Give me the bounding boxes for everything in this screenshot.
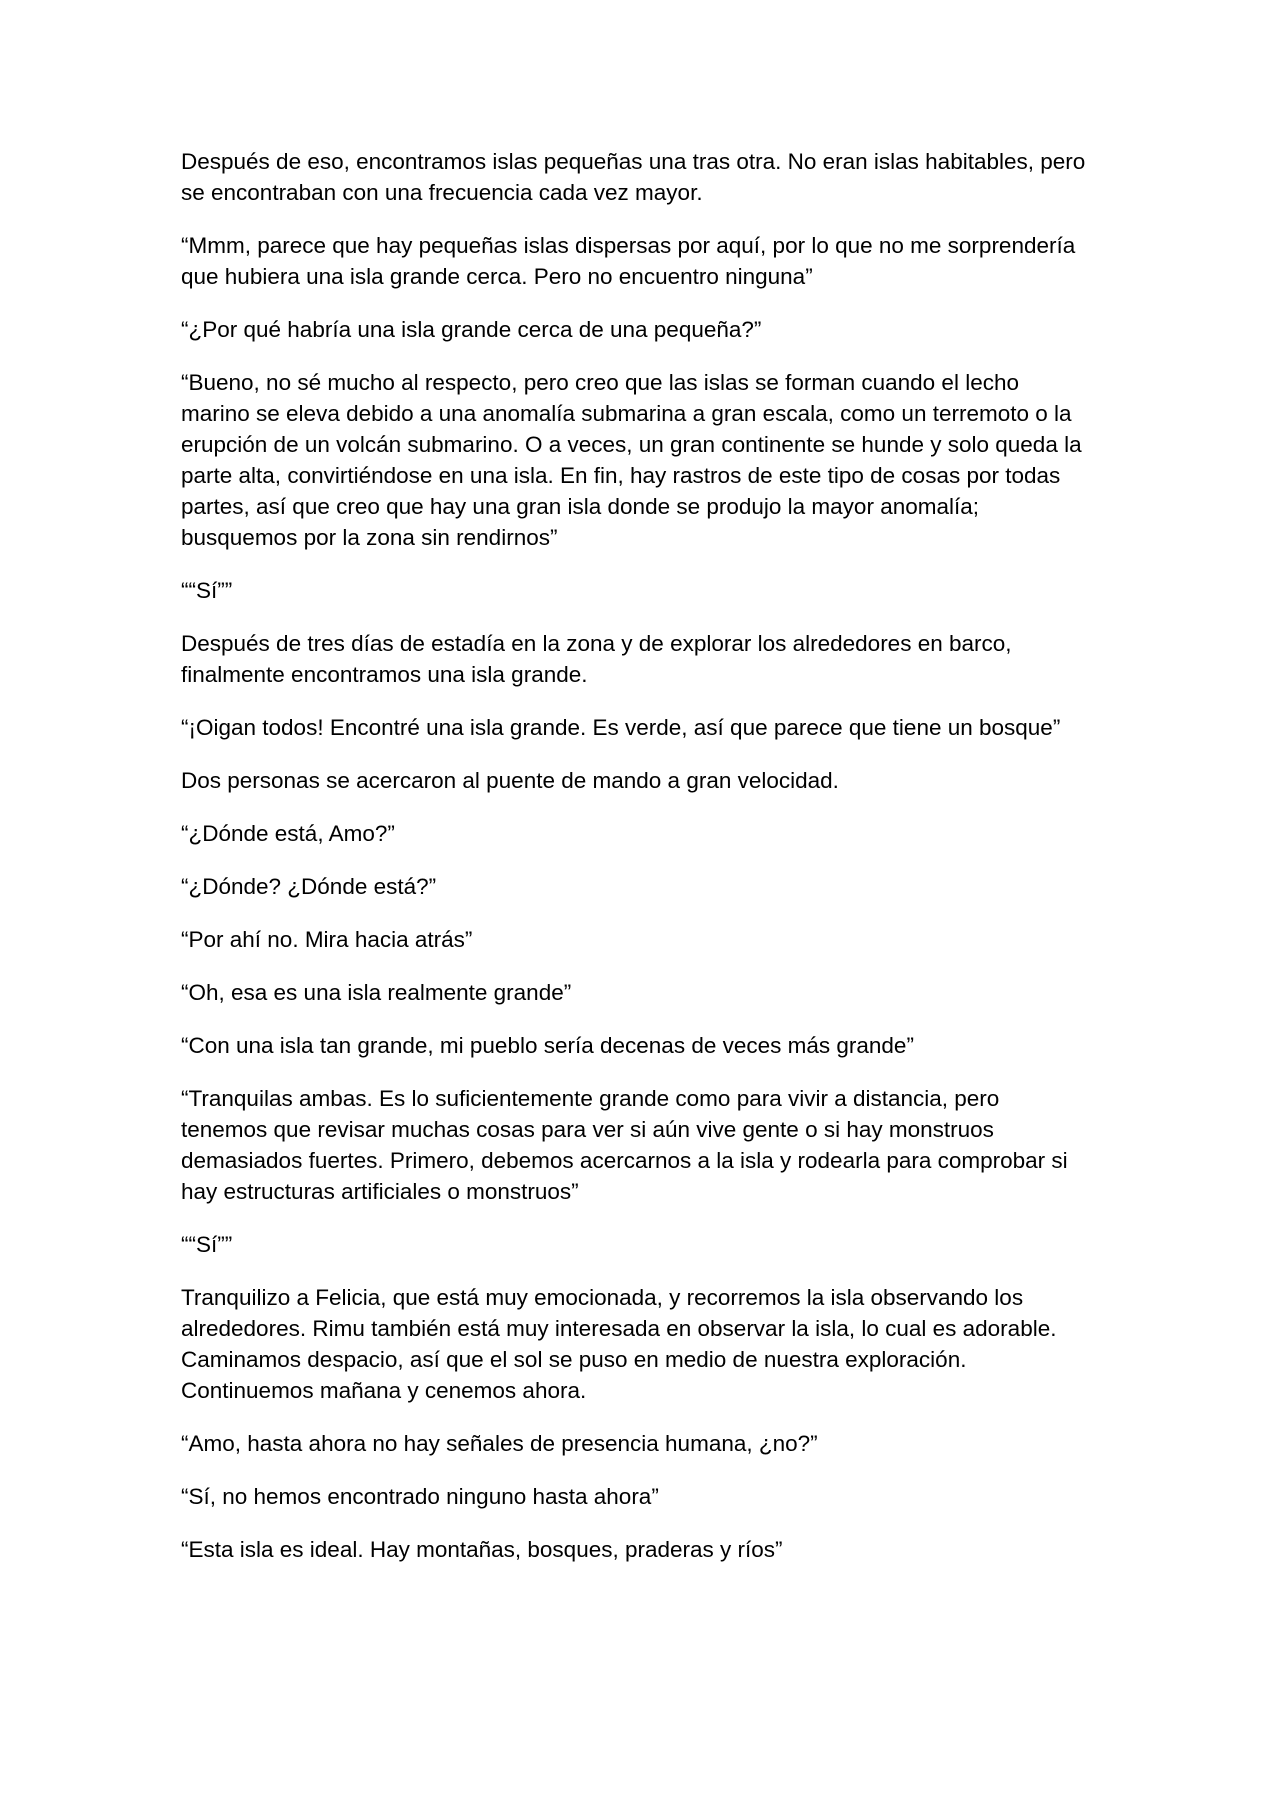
paragraph-19: “Esta isla es ideal. Hay montañas, bosques, praderas y ríos”: [181, 1537, 783, 1562]
paragraph-4: “Bueno, no sé mucho al respecto, pero creo que las islas se forman cuando el lecho marino se eleva debido a una anomalía submarina a gran escala, como un terremoto o la erupción de un volcán submarino. O a veces, un gran continente se hunde y solo queda la parte alta, convirtiéndose en una isla. En fin, hay rastros de este tipo de cosas por todas partes, así que creo que hay una gran isla donde se produjo la mayor anomalía; busquemos por la zona sin rendirnos”: [181, 370, 1082, 550]
paragraph-6: Después de tres días de estadía en la zona y de explorar los alrededores en barco, finalmente encontramos una isla grande.: [181, 631, 1012, 687]
paragraph-1: Después de eso, encontramos islas pequeñas una tras otra. No eran islas habitables, pero se encontraban con una frecuencia cada vez mayor.: [181, 149, 1086, 205]
paragraph-14: “Tranquilas ambas. Es lo suficientemente grande como para vivir a distancia, pero tenemos que revisar muchas cosas para ver si aún vive gente o si hay monstruos demasiados fuertes. Primero, debemos acercarnos a la isla y rodearla para comprobar si hay estructuras artificiales o monstruos”: [181, 1086, 1068, 1204]
paragraph-12: “Oh, esa es una isla realmente grande”: [181, 980, 572, 1005]
paragraph-16: Tranquilizo a Felicia, que está muy emocionada, y recorremos la isla observando los alrededores. Rimu también está muy interesada en observar la isla, lo cual es adorable. Caminamos despacio, así que el sol se puso en medio de nuestra exploración. Continuemos mañana y cenemos ahora.: [181, 1285, 1057, 1403]
paragraph-17: “Amo, hasta ahora no hay señales de presencia humana, ¿no?”: [181, 1431, 818, 1456]
paragraph-7: “¡Oigan todos! Encontré una isla grande. Es verde, así que parece que tiene un bosque”: [181, 715, 1061, 740]
document-body: [181, 146, 1086, 1565]
paragraph-5: ““Sí””: [181, 578, 233, 603]
paragraph-11: “Por ahí no. Mira hacia atrás”: [181, 927, 473, 952]
paragraph-13: “Con una isla tan grande, mi pueblo sería decenas de veces más grande”: [181, 1033, 914, 1058]
paragraph-2: “Mmm, parece que hay pequeñas islas dispersas por aquí, por lo que no me sorprendería que hubiera una isla grande cerca. Pero no encuentro ninguna”: [181, 233, 1076, 289]
paragraph-8: Dos personas se acercaron al puente de mando a gran velocidad.: [181, 768, 839, 793]
paragraph-15: ““Sí””: [181, 1232, 233, 1257]
paragraph-18: “Sí, no hemos encontrado ninguno hasta ahora”: [181, 1484, 659, 1509]
paragraph-3: “¿Por qué habría una isla grande cerca de una pequeña?”: [181, 317, 762, 342]
paragraph-10: “¿Dónde? ¿Dónde está?”: [181, 874, 437, 899]
paragraph-9: “¿Dónde está, Amo?”: [181, 821, 395, 846]
